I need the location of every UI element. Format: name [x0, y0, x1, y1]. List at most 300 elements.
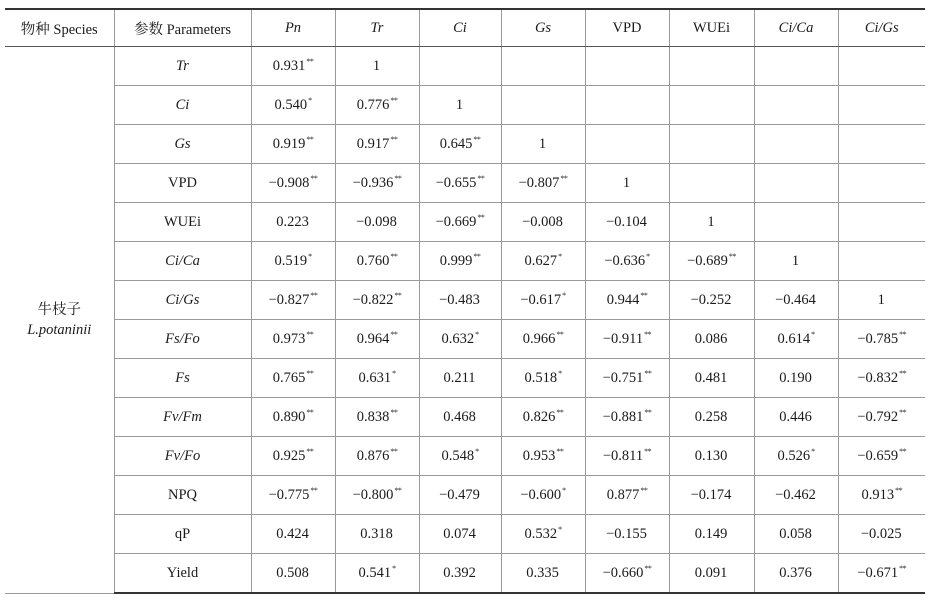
correlation-value: 0.130: [694, 448, 728, 464]
significance-marker: *: [562, 291, 566, 300]
correlation-value: −0.655: [435, 175, 477, 191]
significance-marker: **: [390, 447, 398, 456]
correlation-cell: [501, 281, 585, 320]
correlation-table: [5, 8, 925, 594]
significance-marker: **: [306, 135, 314, 144]
correlation-value: 0.890: [272, 409, 306, 425]
correlation-cell: [669, 359, 754, 398]
correlation-value: −0.008: [522, 214, 563, 230]
table-row: [5, 554, 925, 594]
correlation-cell: [335, 398, 419, 437]
correlation-value: 0.074: [443, 526, 476, 542]
correlation-cell: [251, 47, 335, 86]
significance-marker: *: [392, 369, 396, 378]
significance-marker: *: [475, 330, 479, 339]
correlation-value: −0.751: [602, 370, 644, 386]
correlation-value: 1: [877, 292, 885, 308]
correlation-value: −0.792: [857, 409, 899, 425]
correlation-value: 0.953: [522, 448, 556, 464]
significance-marker: **: [390, 135, 398, 144]
correlation-cell: [669, 203, 754, 242]
significance-marker: **: [895, 486, 903, 495]
correlation-cell: [838, 86, 925, 125]
significance-marker: **: [644, 369, 652, 378]
table-row: [5, 125, 925, 164]
significance-marker: **: [556, 408, 564, 417]
significance-marker: *: [558, 369, 562, 378]
correlation-value: 0.211: [443, 370, 476, 386]
significance-marker: **: [899, 564, 907, 573]
table-row: [5, 164, 925, 203]
significance-marker: **: [644, 564, 652, 573]
correlation-value: −0.822: [352, 292, 394, 308]
correlation-value: 0.632: [441, 331, 475, 347]
correlation-cell: [501, 437, 585, 476]
correlation-cell: [335, 125, 419, 164]
row-parameter-label: WUEi: [114, 203, 251, 242]
correlation-value: −0.617: [520, 292, 562, 308]
significance-marker: **: [306, 408, 314, 417]
correlation-cell: [669, 281, 754, 320]
correlation-cell: [669, 476, 754, 515]
table-row: [5, 515, 925, 554]
correlation-cell: [669, 125, 754, 164]
column-header: Pn: [251, 9, 335, 47]
significance-marker: **: [473, 135, 481, 144]
correlation-value: −0.881: [602, 409, 644, 425]
correlation-value: 1: [707, 214, 715, 230]
correlation-cell: [335, 281, 419, 320]
correlation-cell: [585, 281, 669, 320]
correlation-value: −0.775: [268, 487, 310, 503]
correlation-value: 0.826: [522, 409, 556, 425]
correlation-cell: [335, 203, 419, 242]
correlation-cell: [501, 125, 585, 164]
correlation-value: 0.392: [443, 565, 476, 581]
significance-marker: *: [562, 486, 566, 495]
correlation-cell: [335, 242, 419, 281]
table-row: [5, 437, 925, 476]
correlation-cell: [335, 359, 419, 398]
correlation-value: −0.104: [606, 214, 647, 230]
row-parameter-label: Ci/Gs: [114, 281, 251, 320]
correlation-value: 0.223: [276, 214, 309, 230]
correlation-cell: [754, 164, 838, 203]
correlation-cell: [585, 320, 669, 359]
correlation-value: 0.376: [779, 565, 812, 581]
correlation-value: 1: [538, 136, 547, 152]
correlation-value: −0.025: [860, 526, 902, 542]
significance-marker: *: [308, 96, 312, 105]
correlation-cell: [501, 86, 585, 125]
correlation-cell: [419, 47, 501, 86]
correlation-cell: [754, 203, 838, 242]
correlation-cell: [335, 320, 419, 359]
correlation-cell: [419, 359, 501, 398]
significance-marker: **: [644, 447, 652, 456]
correlation-cell: [585, 437, 669, 476]
correlation-cell: [754, 47, 838, 86]
correlation-cell: [669, 47, 754, 86]
table-row: [5, 242, 925, 281]
correlation-value: 0.925: [272, 448, 306, 464]
species-column-header: 物种 Species: [5, 9, 114, 47]
row-parameter-label: Fv/Fo: [114, 437, 251, 476]
correlation-cell: [251, 242, 335, 281]
correlation-cell: [419, 476, 501, 515]
significance-marker: **: [899, 447, 907, 456]
correlation-value: 0.964: [356, 331, 390, 347]
column-header: Ci: [419, 9, 501, 47]
correlation-value: −0.936: [352, 175, 394, 191]
correlation-cell: [419, 281, 501, 320]
correlation-value: 0.548: [441, 448, 475, 464]
correlation-cell: [251, 203, 335, 242]
correlation-value: 0.973: [272, 331, 306, 347]
significance-marker: *: [308, 252, 312, 261]
correlation-value: 0.614: [777, 331, 811, 347]
table-row: [5, 47, 925, 86]
correlation-cell: [669, 554, 754, 594]
significance-marker: **: [390, 252, 398, 261]
column-header: Ci/Gs: [838, 9, 925, 47]
correlation-cell: [501, 359, 585, 398]
correlation-cell: [754, 515, 838, 554]
correlation-cell: [838, 125, 925, 164]
correlation-value: 0.086: [694, 331, 728, 347]
correlation-cell: [585, 476, 669, 515]
significance-marker: **: [394, 291, 402, 300]
correlation-value: −0.636: [604, 253, 646, 269]
correlation-cell: [838, 398, 925, 437]
significance-marker: **: [473, 252, 481, 261]
correlation-cell: [754, 281, 838, 320]
correlation-cell: [335, 164, 419, 203]
significance-marker: *: [811, 447, 815, 456]
correlation-value: 0.627: [524, 253, 558, 269]
correlation-value: 0.190: [779, 370, 812, 386]
correlation-cell: [669, 86, 754, 125]
correlation-cell: [585, 554, 669, 594]
correlation-value: −0.155: [606, 526, 647, 542]
significance-marker: *: [558, 252, 562, 261]
significance-marker: **: [477, 174, 485, 183]
correlation-cell: [251, 86, 335, 125]
correlation-cell: [251, 164, 335, 203]
correlation-cell: [251, 281, 335, 320]
significance-marker: **: [477, 213, 485, 222]
correlation-value: 0.518: [524, 370, 558, 386]
correlation-value: 0.645: [439, 136, 473, 152]
correlation-cell: [585, 359, 669, 398]
correlation-cell: [838, 47, 925, 86]
correlation-value: −0.800: [352, 487, 394, 503]
correlation-cell: [335, 47, 419, 86]
correlation-value: 0.838: [356, 409, 390, 425]
correlation-value: 0.876: [356, 448, 390, 464]
correlation-cell: [669, 242, 754, 281]
correlation-value: 0.424: [276, 526, 309, 542]
correlation-value: 0.765: [272, 370, 306, 386]
correlation-cell: [669, 398, 754, 437]
header-row: [5, 9, 925, 47]
significance-marker: **: [644, 408, 652, 417]
correlation-value: 0.446: [779, 409, 812, 425]
row-parameter-label: Fs: [114, 359, 251, 398]
significance-marker: **: [899, 369, 907, 378]
table-header: [5, 9, 925, 47]
correlation-cell: [585, 47, 669, 86]
correlation-value: −0.785: [857, 331, 899, 347]
correlation-value: 0.631: [358, 370, 392, 386]
correlation-value: −0.462: [775, 487, 816, 503]
correlation-value: 1: [455, 97, 464, 113]
correlation-cell: [419, 320, 501, 359]
correlation-cell: [754, 242, 838, 281]
correlation-value: 0.877: [606, 487, 640, 503]
column-header: Gs: [501, 9, 585, 47]
correlation-cell: [335, 515, 419, 554]
correlation-value: −0.911: [602, 331, 644, 347]
correlation-cell: [419, 242, 501, 281]
correlation-value: −0.174: [690, 487, 732, 503]
correlation-cell: [251, 476, 335, 515]
row-parameter-label: NPQ: [114, 476, 251, 515]
correlation-cell: [838, 554, 925, 594]
significance-marker: **: [640, 486, 648, 495]
correlation-cell: [419, 203, 501, 242]
correlation-value: −0.252: [690, 292, 732, 308]
correlation-cell: [838, 242, 925, 281]
correlation-cell: [335, 437, 419, 476]
correlation-value: −0.669: [435, 214, 477, 230]
correlation-value: 0.776: [356, 97, 390, 113]
correlation-value: −0.659: [857, 448, 899, 464]
correlation-cell: [669, 164, 754, 203]
correlation-value: 0.760: [356, 253, 390, 269]
table-row: [5, 359, 925, 398]
significance-marker: **: [899, 408, 907, 417]
correlation-value: 0.258: [694, 409, 728, 425]
correlation-value: 0.335: [526, 565, 559, 581]
row-parameter-label: Fs/Fo: [114, 320, 251, 359]
table-row: [5, 476, 925, 515]
correlation-cell: [419, 86, 501, 125]
table-row: [5, 281, 925, 320]
correlation-cell: [754, 437, 838, 476]
column-header: Ci/Ca: [754, 9, 838, 47]
correlation-value: −0.811: [602, 448, 644, 464]
correlation-value: 0.481: [694, 370, 728, 386]
correlation-cell: [585, 86, 669, 125]
correlation-value: −0.908: [268, 175, 310, 191]
correlation-value: 0.917: [356, 136, 390, 152]
correlation-cell: [335, 476, 419, 515]
parameters-column-header: 参数 Parameters: [114, 9, 251, 47]
correlation-cell: [419, 515, 501, 554]
significance-marker: *: [811, 330, 815, 339]
species-name-latin: L.potaninii: [27, 321, 92, 338]
correlation-value: 0.468: [443, 409, 476, 425]
table-row: [5, 86, 925, 125]
significance-marker: **: [640, 291, 648, 300]
significance-marker: **: [556, 447, 564, 456]
significance-marker: **: [899, 330, 907, 339]
correlation-cell: [754, 476, 838, 515]
significance-marker: **: [394, 174, 402, 183]
correlation-cell: [669, 437, 754, 476]
correlation-value: −0.671: [857, 565, 899, 581]
correlation-cell: [335, 86, 419, 125]
correlation-cell: [251, 398, 335, 437]
table-row: [5, 203, 925, 242]
row-parameter-label: Yield: [114, 554, 251, 594]
significance-marker: **: [644, 330, 652, 339]
correlation-value: 1: [372, 58, 381, 74]
correlation-cell: [585, 164, 669, 203]
significance-marker: **: [306, 447, 314, 456]
significance-marker: **: [310, 291, 318, 300]
correlation-cell: [501, 164, 585, 203]
correlation-value: −0.098: [356, 214, 397, 230]
correlation-cell: [501, 398, 585, 437]
column-header: WUEi: [669, 9, 754, 47]
correlation-value: −0.600: [520, 487, 562, 503]
correlation-cell: [669, 515, 754, 554]
correlation-cell: [251, 125, 335, 164]
correlation-cell: [754, 320, 838, 359]
significance-marker: **: [310, 486, 318, 495]
correlation-cell: [838, 281, 925, 320]
correlation-value: −0.832: [857, 370, 899, 386]
correlation-value: −0.689: [687, 253, 728, 269]
row-parameter-label: Ci: [114, 86, 251, 125]
correlation-cell: [251, 515, 335, 554]
correlation-value: 1: [791, 253, 800, 269]
row-parameter-label: Ci/Ca: [114, 242, 251, 281]
significance-marker: **: [394, 486, 402, 495]
row-parameter-label: Tr: [114, 47, 251, 86]
correlation-value: −0.483: [439, 292, 480, 308]
significance-marker: **: [306, 330, 314, 339]
correlation-cell: [754, 86, 838, 125]
correlation-cell: [754, 125, 838, 164]
correlation-value: 0.966: [522, 331, 556, 347]
correlation-cell: [838, 476, 925, 515]
correlation-value: 0.541: [358, 565, 392, 581]
correlation-value: 0.526: [777, 448, 811, 464]
significance-marker: *: [475, 447, 479, 456]
correlation-cell: [838, 359, 925, 398]
significance-marker: **: [306, 369, 314, 378]
correlation-value: −0.464: [775, 292, 816, 308]
significance-marker: **: [390, 330, 398, 339]
correlation-value: 0.091: [694, 565, 728, 581]
correlation-cell: [585, 515, 669, 554]
correlation-cell: [251, 320, 335, 359]
row-parameter-label: VPD: [114, 164, 251, 203]
correlation-value: −0.479: [439, 487, 480, 503]
correlation-cell: [501, 515, 585, 554]
column-header: Tr: [335, 9, 419, 47]
correlation-cell: [585, 242, 669, 281]
correlation-cell: [585, 398, 669, 437]
correlation-value: 0.149: [694, 526, 728, 542]
correlation-value: 0.913: [861, 487, 895, 503]
correlation-cell: [251, 554, 335, 594]
significance-marker: *: [558, 525, 562, 534]
significance-marker: **: [556, 330, 564, 339]
correlation-cell: [419, 164, 501, 203]
correlation-value: −0.660: [602, 565, 644, 581]
correlation-value: 0.999: [439, 253, 473, 269]
correlation-value: 0.919: [272, 136, 306, 152]
significance-marker: **: [560, 174, 568, 183]
significance-marker: *: [646, 252, 650, 261]
correlation-cell: [335, 554, 419, 594]
correlation-cell: [501, 554, 585, 594]
correlation-value: 0.540: [274, 97, 308, 113]
significance-marker: **: [390, 96, 398, 105]
correlation-cell: [501, 242, 585, 281]
row-parameter-label: Fv/Fm: [114, 398, 251, 437]
correlation-cell: [838, 164, 925, 203]
correlation-cell: [585, 203, 669, 242]
correlation-cell: [419, 125, 501, 164]
table-body: [5, 47, 925, 594]
correlation-value: 0.058: [779, 526, 812, 542]
correlation-cell: [501, 47, 585, 86]
significance-marker: *: [392, 564, 396, 573]
correlation-cell: [838, 437, 925, 476]
correlation-cell: [251, 359, 335, 398]
significance-marker: **: [310, 174, 318, 183]
correlation-cell: [251, 437, 335, 476]
correlation-value: 0.318: [360, 526, 393, 542]
correlation-value: 0.931: [272, 58, 306, 74]
correlation-cell: [838, 320, 925, 359]
correlation-cell: [501, 320, 585, 359]
table-row: [5, 320, 925, 359]
correlation-cell: [838, 515, 925, 554]
correlation-value: −0.827: [268, 292, 310, 308]
column-header: VPD: [585, 9, 669, 47]
correlation-value: 0.519: [274, 253, 308, 269]
species-name-cn: 牛枝子: [37, 301, 81, 318]
significance-marker: **: [728, 252, 736, 261]
correlation-value: 0.944: [606, 292, 640, 308]
correlation-value: −0.807: [518, 175, 560, 191]
correlation-value: 0.532: [524, 526, 558, 542]
row-parameter-label: qP: [114, 515, 251, 554]
table-row: [5, 398, 925, 437]
correlation-cell: [419, 554, 501, 594]
correlation-cell: [754, 554, 838, 594]
correlation-value: 0.508: [276, 565, 309, 581]
correlation-cell: [419, 398, 501, 437]
significance-marker: **: [306, 57, 314, 66]
correlation-cell: [419, 437, 501, 476]
correlation-cell: [501, 203, 585, 242]
correlation-cell: [585, 125, 669, 164]
species-cell: [5, 47, 114, 594]
correlation-value: 1: [622, 175, 631, 191]
row-parameter-label: Gs: [114, 125, 251, 164]
correlation-cell: [501, 476, 585, 515]
correlation-cell: [669, 320, 754, 359]
correlation-cell: [754, 398, 838, 437]
correlation-cell: [838, 203, 925, 242]
